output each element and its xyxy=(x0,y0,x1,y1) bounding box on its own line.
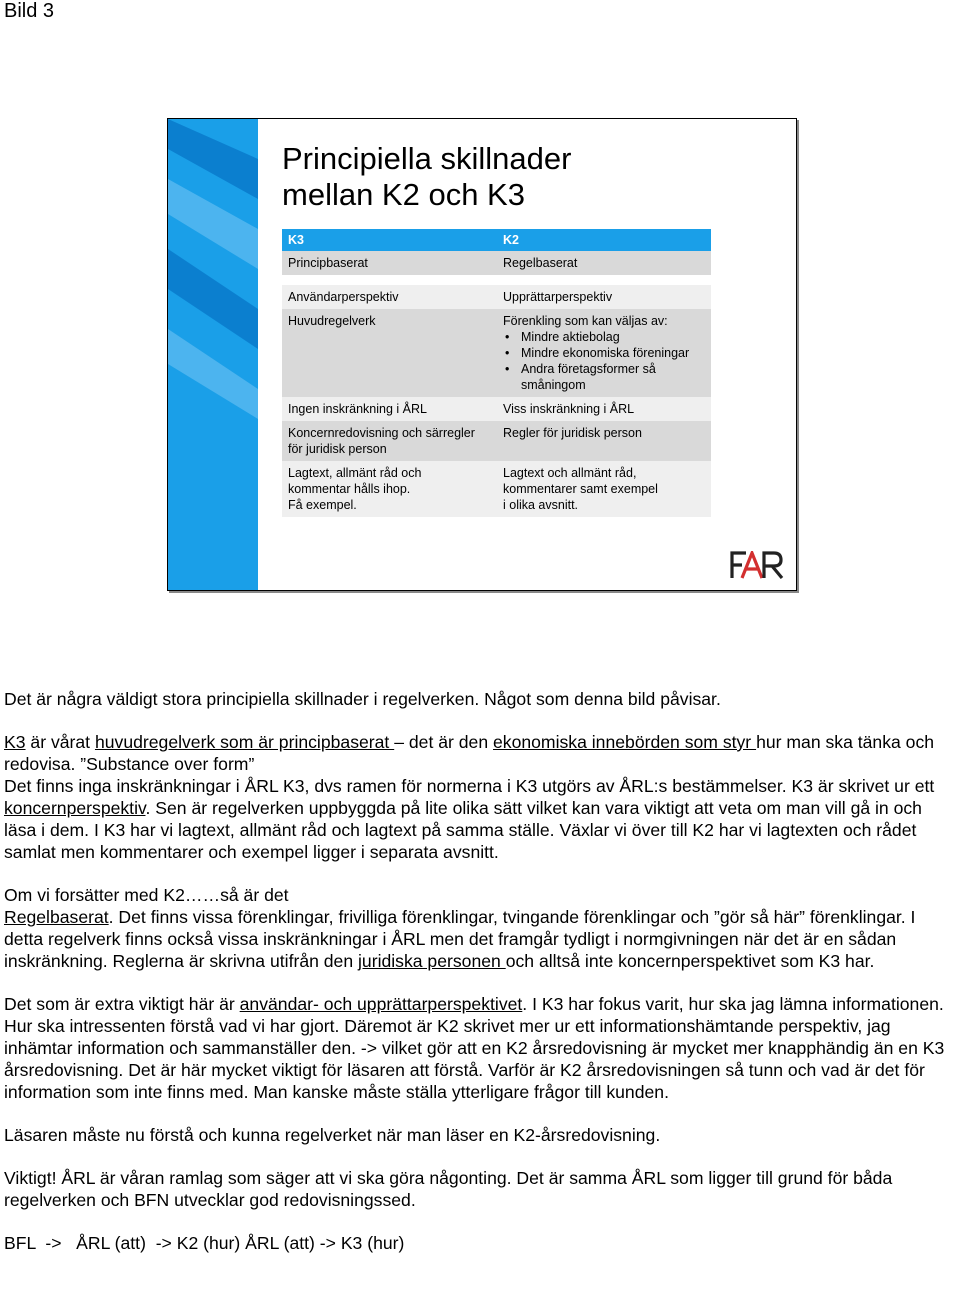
text-span: – det är den xyxy=(394,732,493,752)
cell-k2: Regler för juridisk person xyxy=(497,421,711,461)
cell-k3: Huvudregelverk xyxy=(282,309,497,397)
cell-k2 xyxy=(497,461,711,517)
cell-k3: Koncernredovisning och särregler för juridisk person xyxy=(282,421,497,461)
header-k2: K2 xyxy=(497,229,711,251)
cell-k2 xyxy=(497,309,711,397)
cell-k2: Upprättarperspektiv xyxy=(497,285,711,309)
text-span: koncernperspektiv xyxy=(4,798,146,818)
cell-line: i olika avsnitt. xyxy=(503,498,579,512)
paragraph-2 xyxy=(4,731,959,863)
slide-title xyxy=(282,141,571,213)
slide-title-line-1: Principiella skillnader xyxy=(282,141,572,176)
table-row xyxy=(282,309,711,397)
far-logo xyxy=(730,551,784,579)
slide-title-line-2: mellan K2 och K3 xyxy=(282,177,525,212)
cell-k3: Principbaserat xyxy=(282,251,497,275)
cell-line: Få exempel. xyxy=(288,498,357,512)
table-row xyxy=(282,285,711,309)
cell-k3: Ingen inskränkning i ÅRL xyxy=(282,397,497,421)
slide xyxy=(167,118,797,591)
bullet-list xyxy=(503,329,705,393)
text-span: och alltså inte koncernperspektivet som K3 har. xyxy=(505,951,875,971)
table-row xyxy=(282,275,711,285)
text-span: Om vi forsätter med K2……så är det xyxy=(4,885,289,905)
cell-line: kommentarer samt exempel xyxy=(503,482,658,496)
page-header: Bild 3 xyxy=(4,0,55,22)
table-row xyxy=(282,251,711,275)
paragraph-4 xyxy=(4,993,959,1103)
text-span: Regelbaserat xyxy=(4,907,109,927)
text-span: Det som är extra viktigt här är xyxy=(4,994,240,1014)
table-row xyxy=(282,421,711,461)
paragraph-5: Läsaren måste nu förstå och kunna regelverket när man läser en K2-årsredovisning. xyxy=(4,1125,661,1145)
text-span: . I K3 har fokus varit, hur ska jag lämna informationen. Hur ska intressenten förstå vad vi har gjort. Däremot är K2 skrivet mer ur ett informationshämtande perspektiv, jag inhämtar information och sammanställer den. -> vilket gör att en K2 årsredovisning är mycket mer knapphändig än en K3 årsredovisning. Det är här mycket viktigt för läsaren att förstå. Varför är K2 årsredovisningen så tunn och vad är det för information som inte finns med. Man kanske måste ställa ytterligare frågor till kunden. xyxy=(4,994,945,1102)
table-row xyxy=(282,397,711,421)
cell-k3 xyxy=(282,461,497,517)
text-span: ekonomiska innebörden som styr xyxy=(493,732,757,752)
text-span: användar- och upprättarperspektivet xyxy=(239,994,523,1014)
text-span: juridiska personen xyxy=(358,951,506,971)
table-row xyxy=(282,461,711,517)
cell-k2: Regelbaserat xyxy=(497,251,711,275)
paragraph-7: BFL -> ÅRL (att) -> K2 (hur) ÅRL (att) -> K3 (hur) xyxy=(4,1233,405,1253)
cell-k3: Användarperspektiv xyxy=(282,285,497,309)
paragraph-3 xyxy=(4,884,959,972)
table-header-row xyxy=(282,229,711,251)
text-span: . Det finns vissa förenklingar, frivilliga förenklingar, tvingande förenklingar och ”gör så här” förenklingar. I detta regelverk finns också vissa inskränkningar i ÅRL men det framgår tydligt i normgivningen när det är en sådan inskränkning. Reglerna är skrivna utifrån den xyxy=(4,907,916,971)
cell-k2-intro: Förenkling som kan väljas av: xyxy=(503,314,668,328)
header-k3: K3 xyxy=(282,229,497,251)
list-item: • Mindre aktiebolag xyxy=(521,329,705,345)
list-item: • Mindre ekonomiska föreningar xyxy=(521,345,705,361)
notes-text xyxy=(4,688,959,1275)
slide-side-band xyxy=(168,119,258,590)
paragraph-1: Det är några väldigt stora principiella skillnader i regelverken. Något som denna bild påvisar. xyxy=(4,689,721,709)
cell-line: kommentar hålls ihop. xyxy=(288,482,411,496)
cell-k2: Viss inskränkning i ÅRL xyxy=(497,397,711,421)
cell-line: Lagtext, allmänt råd och xyxy=(288,466,422,480)
cell-line: Lagtext och allmänt råd, xyxy=(503,466,637,480)
text-span: Det finns inga inskränkningar i ÅRL K3, dvs ramen för normerna i K3 utgörs av ÅRL:s bestämmelser. K3 är skrivet ur ett xyxy=(4,776,935,796)
text-span: hur man ska tänka och redovisa. ”Substance over form” xyxy=(4,732,935,774)
list-item: • Andra företagsformer så småningom xyxy=(521,361,705,393)
text-span: huvudregelverk som är principbaserat xyxy=(94,732,395,752)
text-span: K3 xyxy=(4,732,26,752)
paragraph-6: Viktigt! ÅRL är våran ramlag som säger att vi ska göra någonting. Det är samma ÅRL som ligger till grund för båda regelverken och BFN utvecklar god redovisningssed. xyxy=(4,1168,893,1210)
text-span: är vårat xyxy=(25,732,95,752)
text-span: . Sen är regelverken uppbyggda på lite olika sätt vilket kan vara viktigt att veta om man vill gå in och läsa i dem. I K3 har vi lagtext, allmänt råd och lagtext på samma ställe. Växlar vi över till K2 har vi lagtexten och rådet samlat men kommentarer och exempel ligger i separata avsnitt. xyxy=(4,798,922,862)
comparison-table xyxy=(282,229,711,517)
